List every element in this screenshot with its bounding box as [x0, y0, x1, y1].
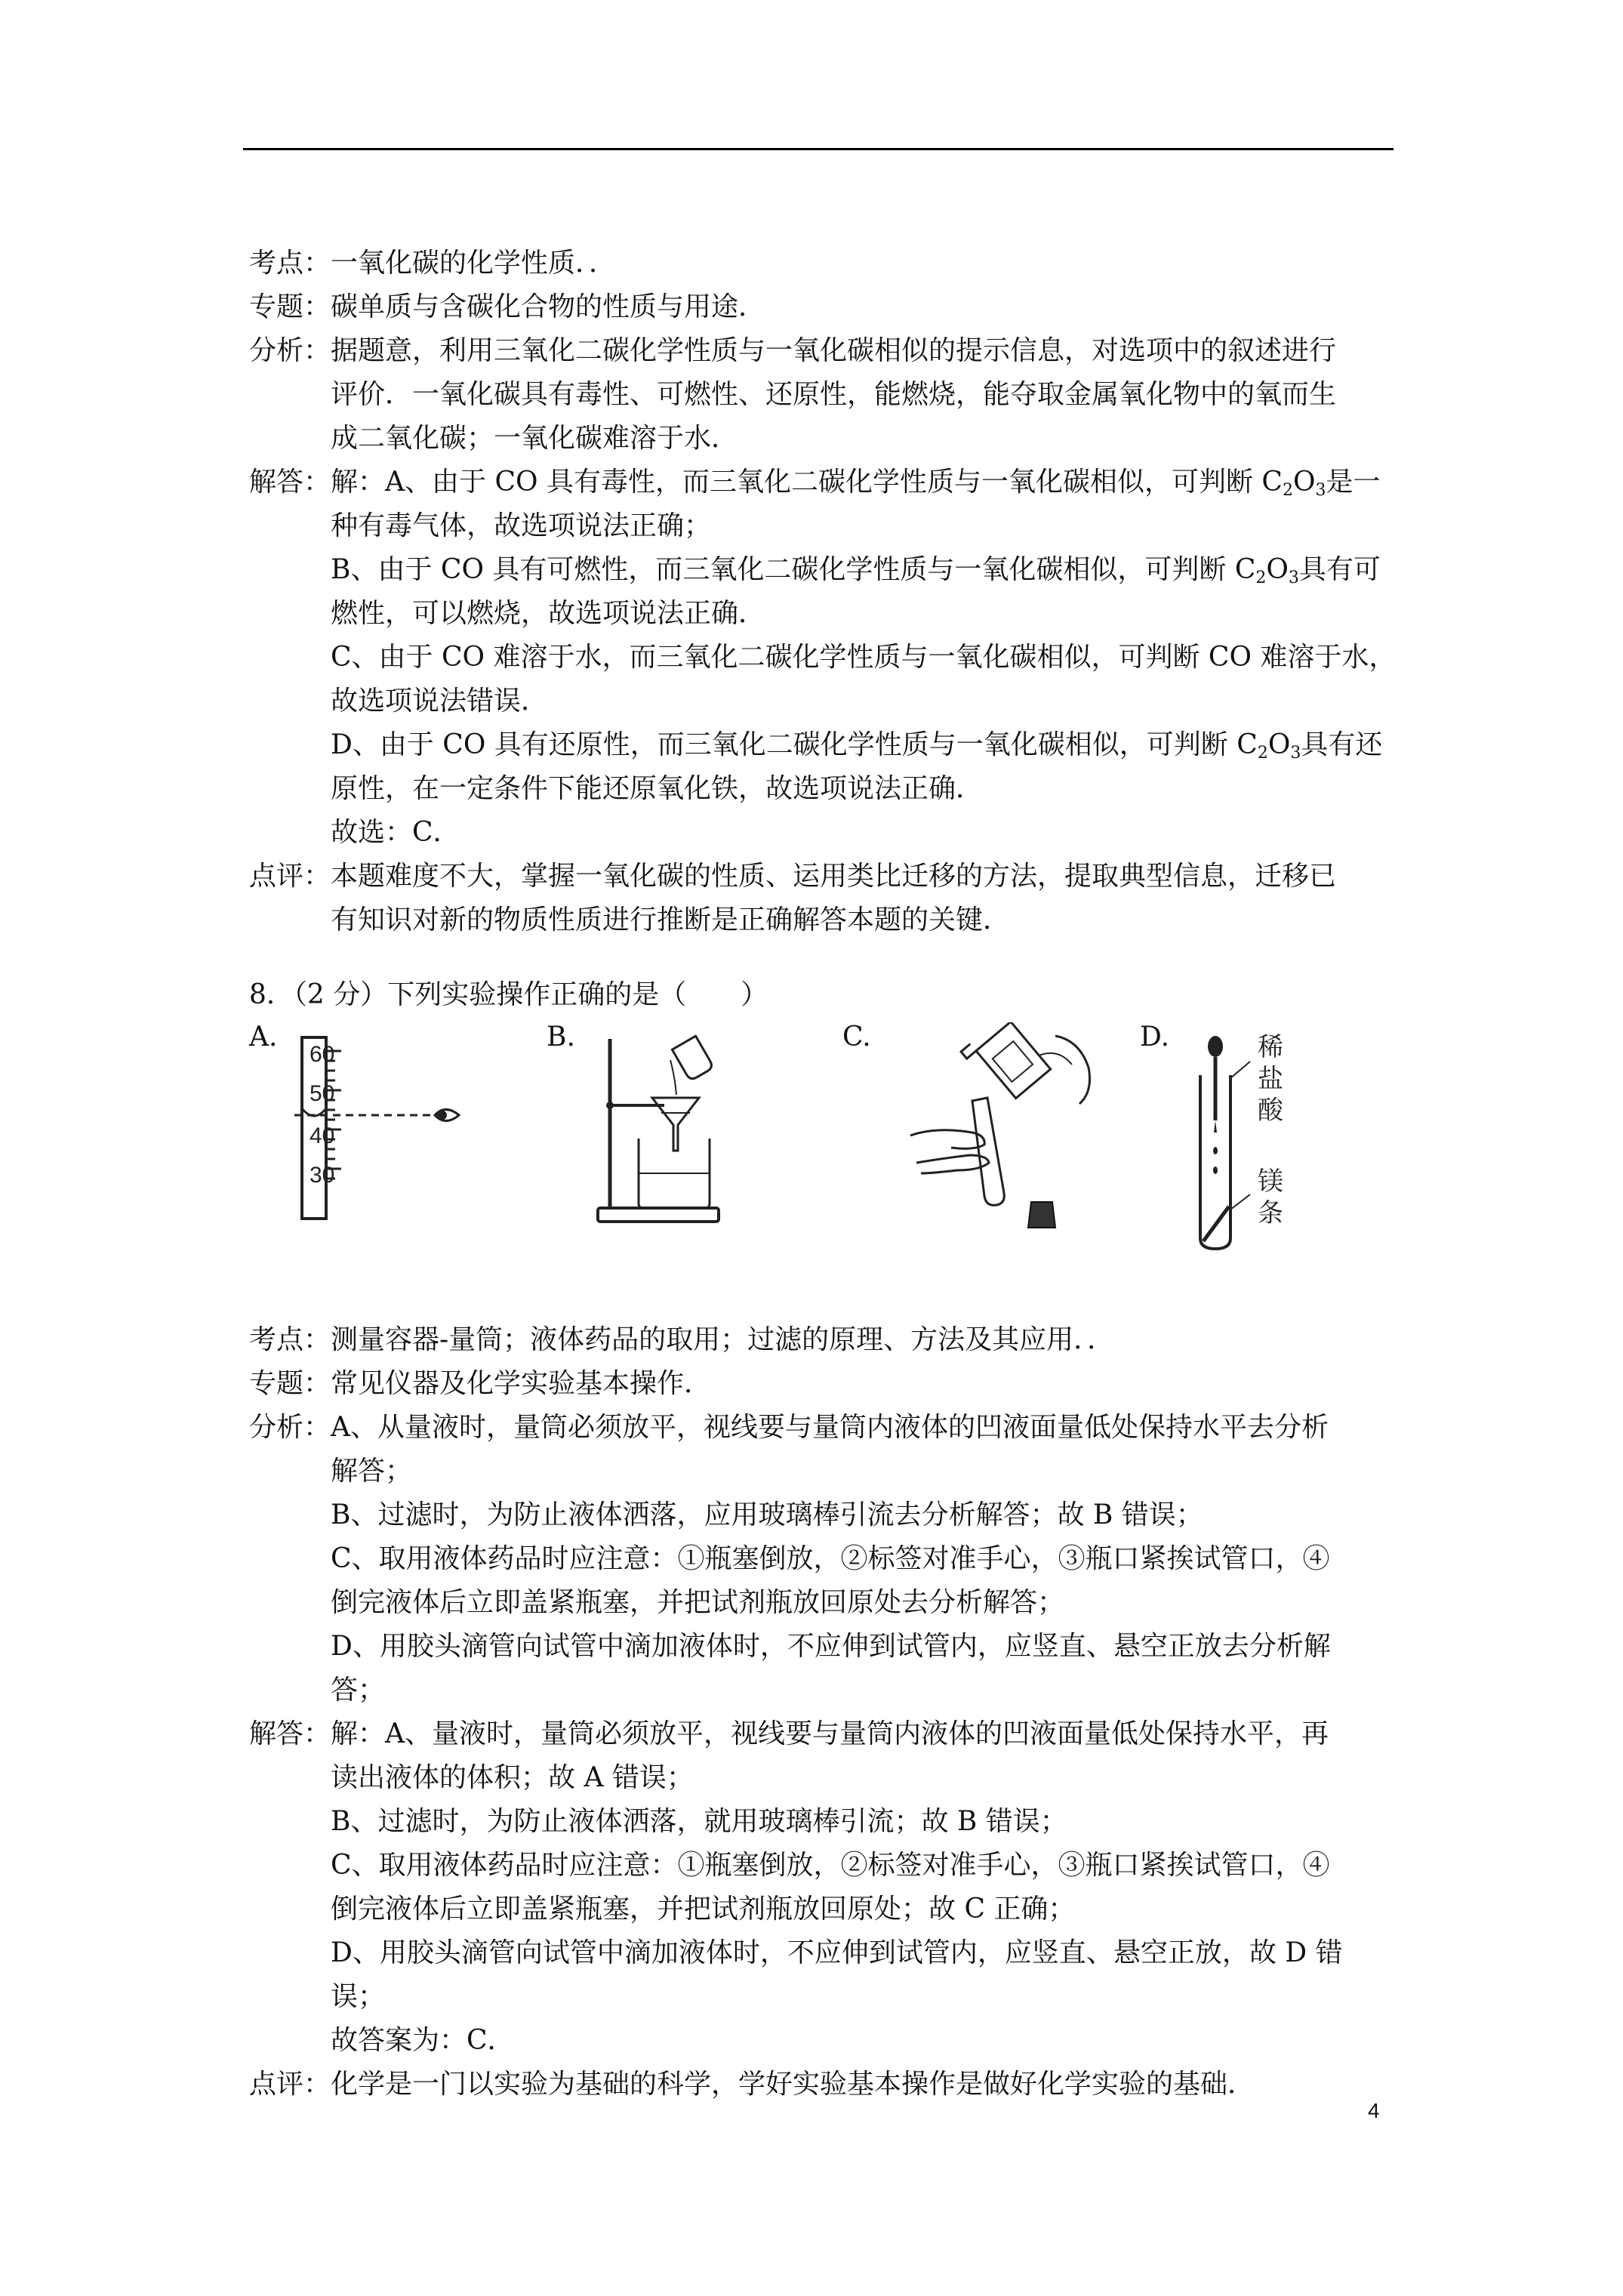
eye-icon [435, 1110, 459, 1121]
pouring-beaker [672, 1036, 713, 1081]
q7-jieda-line: C、由于 CO 难溶于水，而三氧化二碳化学性质与一氧化碳相似，可判断 CO 难溶于水， [331, 642, 1397, 673]
q7-jieda-answer: 故选：C． [331, 817, 460, 848]
test-tube [972, 1098, 1004, 1205]
figure-b-filtration [589, 1022, 725, 1234]
q7-jieda-line: 故选项说法错误． [331, 686, 549, 717]
option-a-label: A. [249, 1022, 278, 1052]
stand-base [598, 1208, 719, 1222]
figure-a-graduated-cylinder [287, 1030, 468, 1226]
q7-kaodian: 考点： 一氧化碳的化学性质．． [249, 248, 617, 279]
tick-label: 40 [310, 1123, 335, 1148]
page-number: 4 [1368, 2099, 1380, 2122]
q7-jieda-line: 原性，在一定条件下能还原氧化铁，故选项说法正确． [331, 773, 984, 804]
q8-jieda-line: 误； [331, 1981, 386, 2012]
hand-right [1055, 1036, 1090, 1104]
reagent-label: 酸 [1258, 1096, 1283, 1125]
q8-fenxi-line: B、过滤时，为防止液体洒落，应用玻璃棒引流去分析解答；故 B 错误； [331, 1499, 1203, 1530]
tick-label: 50 [310, 1081, 335, 1106]
q8-jieda-answer: 故答案为：C． [331, 2025, 515, 2056]
q8-fenxi-line: 解答； [331, 1456, 413, 1487]
metal-label: 镁 [1258, 1167, 1283, 1196]
metal-label: 条 [1258, 1199, 1283, 1228]
q7-fenxi-line: 成二氧化碳；一氧化碳难溶于水． [331, 423, 739, 454]
q7-jieda-line: 燃性，可以燃烧，故选项说法正确． [331, 598, 766, 629]
q7-jieda-line: B、由于 CO 具有可燃性，而三氧化二碳化学性质与一氧化碳相似，可判断 $C_2O_3$具有可 [331, 554, 1381, 587]
q7-zhuanti: 专题： 碳单质与含碳化合物的性质与用途． [249, 291, 766, 322]
dropper-bulb [1208, 1036, 1223, 1057]
reagent-pointer [1230, 1062, 1250, 1078]
q7-jieda-line: D、由于 CO 具有还原性，而三氧化二碳化学性质与一氧化碳相似，可判断 $C_2O_3$具有还 [331, 729, 1383, 763]
q7-explanation [249, 242, 1397, 942]
reagent-label: 稀 [1258, 1033, 1283, 1062]
reagent-bottle [961, 1022, 1051, 1106]
q7-dianping-line: 有知识对新的物质性质进行推断是正确解答本题的关键． [331, 905, 1011, 935]
metal-pointer [1230, 1194, 1250, 1210]
option-b-label: B. [547, 1022, 575, 1052]
drop [1213, 1166, 1218, 1174]
finger-right [1039, 1053, 1072, 1065]
funnel [652, 1098, 699, 1151]
tick-label: 60 [310, 1042, 335, 1067]
q8-fenxi-line: C、取用液体药品时应注意：①瓶塞倒放，②标签对准手心，③瓶口紧挨试管口，④ [331, 1543, 1330, 1574]
q8-fenxi-line: D、用胶头滴管向试管中滴加液体时，不应伸到试管内，应竖直、悬空正放去分析解 [331, 1631, 1331, 1662]
clamp-screw [606, 1102, 614, 1109]
dropper-tip [1214, 1120, 1217, 1133]
q7-jieda: 解答： 解：A、由于 CO 具有毒性，而三氧化二碳化学性质与一氧化碳相似，可判断 $C_2O_3$是一 [249, 467, 1381, 500]
q7-fenxi: 分析： 据题意，利用三氧化二碳化学性质与一氧化碳相似的提示信息，对选项中的叙述进行 [249, 335, 1337, 366]
q8-fenxi: 分析： A、从量液时，量筒必须放平，视线要与量筒内液体的凹液面量低处保持水平去分析 [249, 1412, 1329, 1443]
option-c-label: C. [842, 1022, 871, 1052]
q8-jieda: 解答： 解：A、量液时，量筒必须放平，视线要与量筒内液体的凹液面量低处保持水平，再 [249, 1718, 1329, 1749]
q8-jieda-line: 倒完液体后立即盖紧瓶塞，并把试剂瓶放回原处；故 C 正确； [331, 1894, 1076, 1925]
tick-label: 30 [310, 1163, 335, 1188]
q7-dianping: 点评： 本题难度不大，掌握一氧化碳的性质、运用类比迁移的方法，提取典型信息，迁移已 [249, 861, 1337, 892]
q8-kaodian: 考点： 测量容器-量筒；液体药品的取用；过滤的原理、方法及其应用．． [249, 1324, 1115, 1355]
header-rule [243, 148, 1394, 150]
reagent-label: 盐 [1258, 1065, 1283, 1093]
option-d-label: D. [1140, 1022, 1170, 1052]
figure-c-pouring-liquid [891, 1022, 1110, 1241]
q8-explanation [249, 1318, 1397, 2106]
q8-jieda-line: D、用胶头滴管向试管中滴加液体时，不应伸到试管内，应竖直、悬空正放，故 D 错 [331, 1937, 1343, 1968]
q8-zhuanti: 专题： 常见仪器及化学实验基本操作． [249, 1368, 712, 1399]
magnesium-strip [1203, 1207, 1229, 1241]
q8-fenxi-line: 倒完液体后立即盖紧瓶塞，并把试剂瓶放回原处去分析解答； [331, 1587, 1065, 1618]
q8-fenxi-line: 答； [331, 1675, 386, 1706]
q8-dianping: 点评： 化学是一门以实验为基础的科学，学好实验基本操作是做好化学实验的基础． [249, 2069, 1255, 2100]
finger-left [916, 1155, 989, 1173]
figure-d-dropper [1185, 1030, 1306, 1256]
drop [1213, 1147, 1218, 1154]
q8-jieda-line: B、过滤时，为防止液体洒落，就用玻璃棒引流；故 B 错误； [331, 1806, 1067, 1837]
q8-jieda-line: C、取用液体药品时应注意：①瓶塞倒放，②标签对准手心，③瓶口紧挨试管口，④ [331, 1850, 1330, 1881]
q8-jieda-line: 读出液体的体积；故 A 错误； [331, 1762, 694, 1793]
q8-stem: 8．（2 分）下列实验操作正确的是（ ） [249, 979, 768, 1010]
pour-stream [670, 1060, 676, 1095]
bottle-stopper [1028, 1202, 1055, 1228]
q7-fenxi-line: 评价．一氧化碳具有毒性、可燃性、还原性，能燃烧，能夺取金属氧化物中的氧而生 [331, 379, 1337, 410]
hand-left [910, 1130, 984, 1149]
q7-jieda-line: 种有毒气体，故选项说法正确； [331, 510, 712, 541]
